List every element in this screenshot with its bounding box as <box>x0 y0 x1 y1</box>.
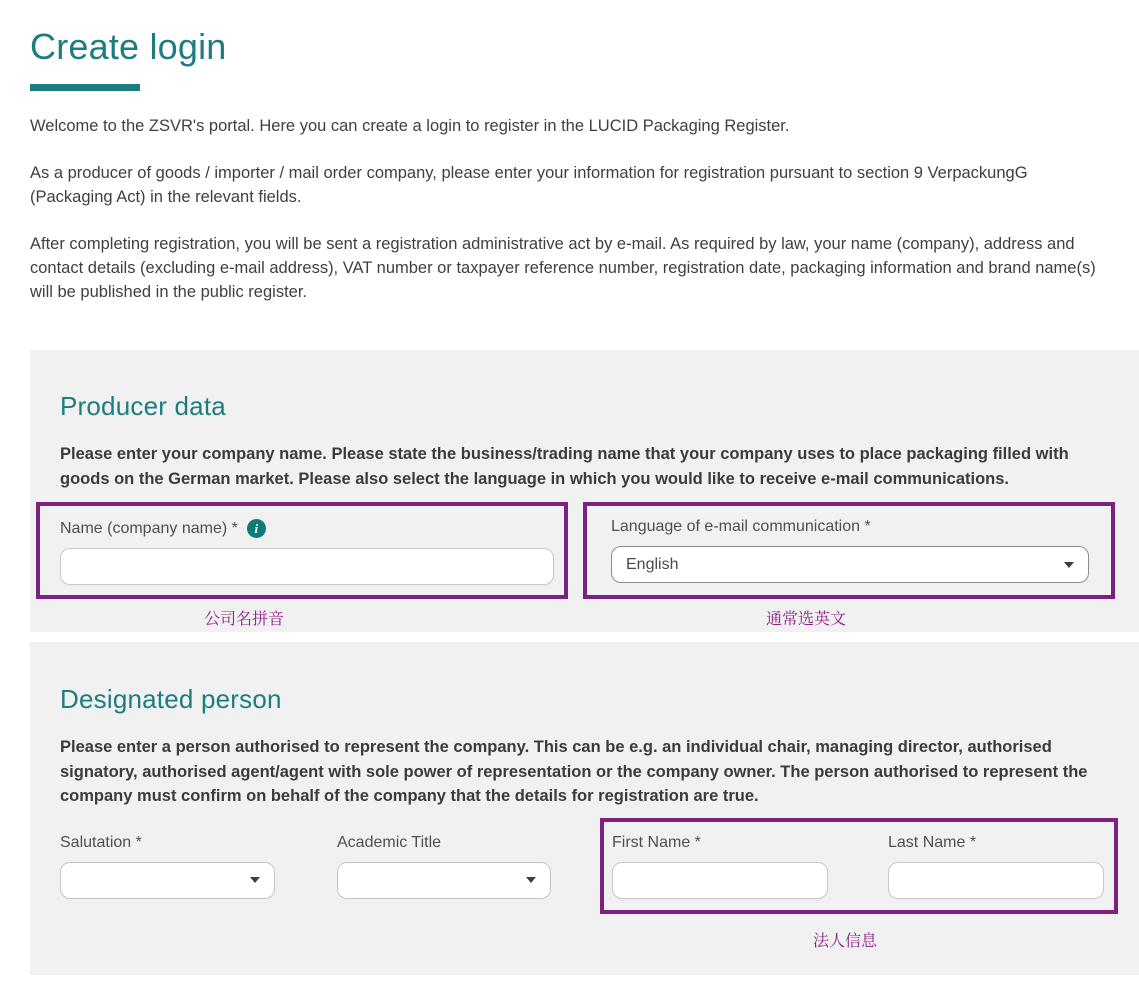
language-select[interactable] <box>611 546 1089 583</box>
producer-data-section <box>30 350 1139 632</box>
chevron-down-icon <box>250 877 260 883</box>
academic-title-field <box>337 818 551 899</box>
chevron-down-icon <box>1064 562 1074 568</box>
producer-data-description: Please enter your company name. Please state the business/trading name that your company uses to place packaging filled with goods on the German market. Please also select the language in which you would like to receive e-mail communications. <box>60 445 1069 488</box>
academic-title-select[interactable] <box>337 862 551 899</box>
page-title: Create login <box>30 26 227 67</box>
academic-title-label: Academic Title <box>337 833 442 851</box>
salutation-field <box>60 818 275 899</box>
salutation-label: Salutation * <box>60 833 142 851</box>
company-name-label: Name (company name) * <box>60 519 238 537</box>
annotation-box-company-name <box>36 502 568 599</box>
annotation-legal-person-info: 法人信息 <box>812 933 878 950</box>
designated-person-description: Please enter a person authorised to represent the company. This can be e.g. an individual chair, managing director, authorised signatory, authorised agent/agent with sole power of representation or the company owner. The person authorised to represent the company must confirm on behalf of the company that the details for registration are true. <box>60 738 1088 805</box>
info-icon[interactable]: i <box>247 519 266 538</box>
first-name-field <box>612 834 828 900</box>
chevron-down-icon <box>526 877 536 883</box>
first-name-label: First Name * <box>612 833 701 851</box>
company-name-input[interactable] <box>60 548 554 585</box>
company-name-label-row <box>60 519 564 538</box>
last-name-field <box>888 834 1104 900</box>
designated-person-section <box>30 642 1139 975</box>
designated-person-fields-row <box>60 818 1139 914</box>
language-label: Language of e-mail communication * <box>611 518 871 535</box>
title-underline <box>30 84 140 91</box>
annotation-box-person-names <box>600 818 1118 914</box>
last-name-label: Last Name * <box>888 833 977 851</box>
intro-paragraph-welcome: Welcome to the ZSVR's portal. Here you can create a login to register in the LUCID Packaging Register. <box>30 117 790 135</box>
language-select-value: English <box>626 555 679 573</box>
last-name-input[interactable] <box>888 862 1104 899</box>
producer-data-heading: Producer data <box>60 391 226 421</box>
first-name-input[interactable] <box>612 862 828 899</box>
salutation-select[interactable] <box>60 862 275 899</box>
intro-paragraph-publication: After completing registration, you will be sent a registration administrative act by e-mail. As required by law, your name (company), address and contact details (excluding e-mail address), VAT number or taxpayer reference number, registration date, packaging information and brand name(s) will be published in the public register. <box>30 235 1096 301</box>
designated-person-heading: Designated person <box>60 684 282 714</box>
intro-paragraph-producer: As a producer of goods / importer / mail order company, please enter your information for registration pursuant to section 9 VerpackungG (Packaging Act) in the relevant fields. <box>30 164 1028 206</box>
annotation-company-name-pinyin: 公司名拼音 <box>203 611 285 628</box>
producer-fields-row <box>36 502 1115 599</box>
annotation-box-language <box>583 502 1115 599</box>
annotation-choose-english: 通常选英文 <box>765 611 847 628</box>
